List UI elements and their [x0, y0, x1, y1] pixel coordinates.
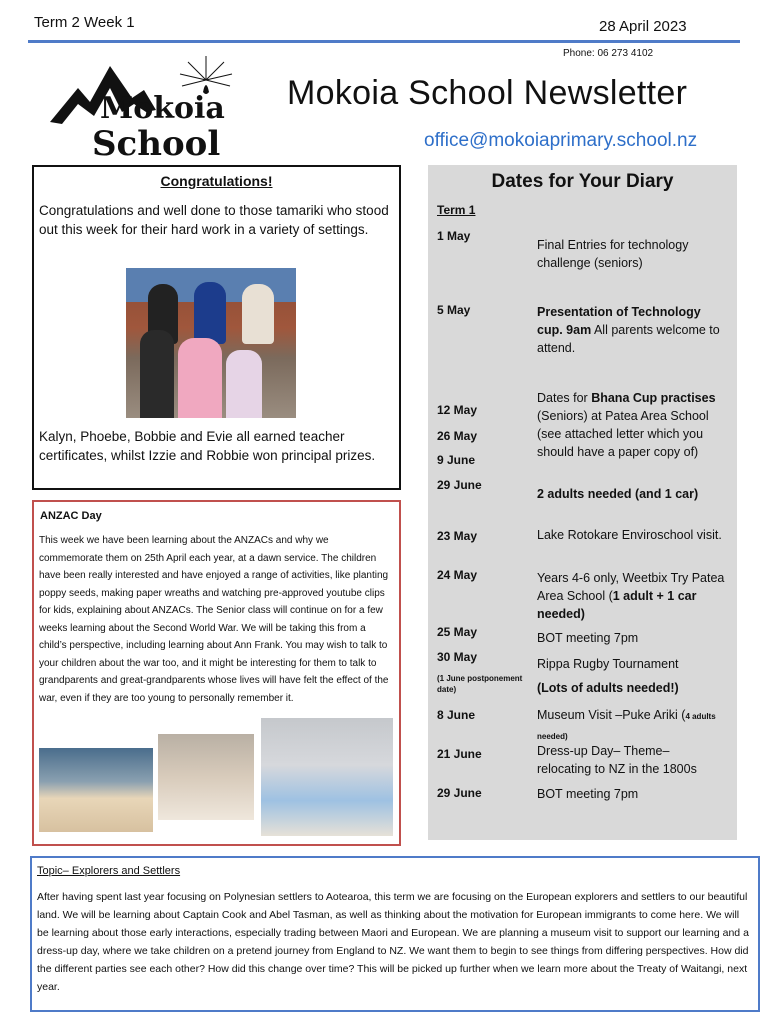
topic-box [30, 856, 760, 1012]
diary-event: BOT meeting 7pm [537, 631, 639, 645]
phone-number: Phone: 06 273 4102 [563, 48, 654, 59]
diary-date: 30 May [437, 650, 478, 664]
diary-event: Dates for Bhana Cup practises (Seniors) at Patea Area School (see attached letter which you should have a paper copy of) [537, 391, 716, 459]
diary-date: 29 June [437, 786, 482, 800]
diary-date: 1 May [437, 229, 471, 243]
anzac-photo-1 [39, 748, 153, 832]
diary-date: 25 May [437, 625, 478, 639]
anzac-day-box [32, 500, 401, 846]
diary-date: 21 June [437, 747, 482, 761]
diary-date: 29 June [437, 478, 482, 492]
anzac-heading: ANZAC Day [40, 510, 102, 522]
congratulations-heading: Congratulations! [160, 173, 273, 189]
congratulations-caption: Kalyn, Phoebe, Bobbie and Evie all earned teacher certificates, whilst Izzie and Robbie won principal prizes. [39, 429, 376, 463]
diary-date: 12 May [437, 403, 478, 417]
diary-date: 5 May [437, 303, 471, 317]
anzac-body: This week we have been learning about the ANZACs and why we commemorate them on 25th April each year, at a dawn service. The children have been really interested and have enjoyed a range of activities, like planting poppy seeds, making paper wreaths and watching pre-approved youtube clips for kids, explaining about ANZACs. The Senior class will continue on for a few weeks learning about the Second World War. We will be taking this from a child’s perspective, including learning about Ann Frank. You may wish to talk to your children about the war too, and it might be interesting for them to talk to grandparents and great-grandparents whose lives will have felt the effect of the war, even if they are too young to personally remember it. [39, 535, 389, 704]
award-students-photo [126, 268, 296, 418]
topic-heading: Topic– Explorers and Settlers [37, 865, 181, 877]
anzac-photo-2 [158, 734, 254, 820]
diary-event: Final Entries for technology challenge (seniors) [537, 238, 689, 270]
diary-event: Years 4-6 only, Weetbix Try Patea Area School (1 adult + 1 car needed) [537, 571, 725, 621]
header-divider [28, 40, 740, 43]
svg-text:School: School [92, 124, 221, 162]
anzac-photo-3 [261, 718, 393, 836]
school-logo [48, 52, 248, 162]
diary-date: 8 June [437, 708, 476, 722]
diary-event-note: 2 adults needed (and 1 car) [537, 487, 699, 501]
diary-date: 26 May [437, 429, 478, 443]
diary-heading: Dates for Your Diary [491, 171, 674, 192]
diary-term-label: Term 1 [437, 203, 476, 217]
svg-text:Mokoia: Mokoia [100, 91, 225, 126]
diary-event: Presentation of Technology cup. 9am All parents welcome to attend. [537, 305, 720, 355]
diary-event: Rippa Rugby Tournament [537, 657, 679, 671]
diary-event: Dress-up Day– Theme– relocating to NZ in the 1800s [537, 744, 697, 776]
diary-date-note: (1 June postponement date) [437, 674, 523, 694]
diary-date: 9 June [437, 453, 476, 467]
diary-date: 24 May [437, 568, 478, 582]
topic-body: After having spent last year focusing on Polynesian settlers to Aotearoa, this term we are focusing on the European explorers and settlers to our beautiful land. We will be learning about Captain Cook and Abel Tasman, as well as thinking about the motivation for European immigrants to come here. We will be learning about those early interactions, especially trading between Maori and European. We are planning a museum visit to support our learning and a dress-up day, where we take children on a pretend journey from England to NZ. We want them to begin to see things from differing perspectives. How did the different parties see each other? How did this change over time? This will be picked up further when we learn more about the Treaty of Waitangi, next year. [37, 891, 749, 993]
diary-event-note: (Lots of adults needed!) [537, 681, 679, 695]
congratulations-box [32, 165, 401, 490]
school-email-link[interactable]: office@mokoiaprimary.school.nz [424, 130, 698, 151]
newsletter-title: Mokoia School Newsletter [287, 74, 688, 112]
diary-event: Museum Visit –Puke Ariki (4 adults needed) [537, 708, 716, 741]
diary-date: 23 May [437, 529, 478, 543]
dates-for-diary-panel [428, 165, 737, 840]
newsletter-date: 28 April 2023 [599, 18, 687, 35]
diary-event: Lake Rotokare Enviroschool visit. [537, 528, 722, 542]
term-week: Term 2 Week 1 [34, 14, 135, 31]
diary-event: BOT meeting 7pm [537, 787, 639, 801]
congratulations-intro: Congratulations and well done to those tamariki who stood out this week for their hard work in a variety of settings. [39, 203, 389, 237]
